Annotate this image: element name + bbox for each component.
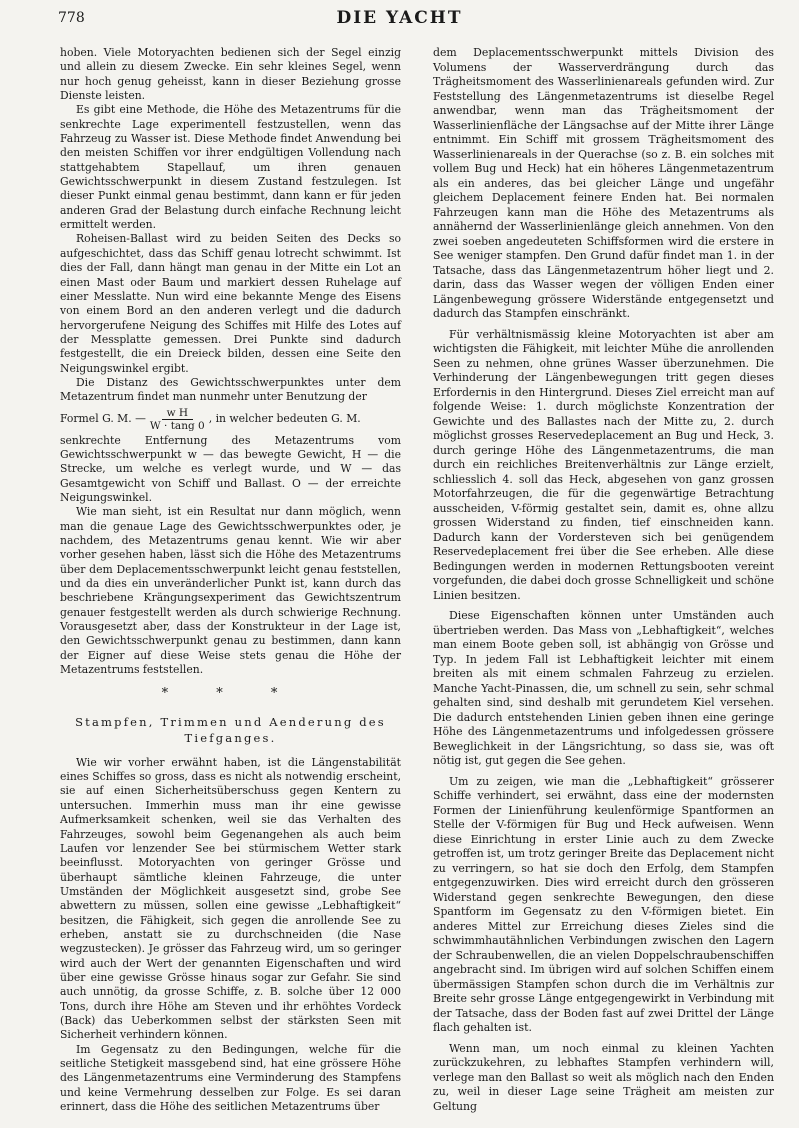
paragraph: hoben. Viele Motoryachten bedienen sich der Segel einzig und allein zu diesem Zwecke. Ein sehr kleines Segel, wenn nur hoch genug geheisst, kann in dieser Beziehung grosse Dienste leisten. — [60, 46, 401, 103]
formula-denominator: W · tang 0 — [149, 419, 205, 432]
paragraph: Für verhältnismässig kleine Motoryachten ist aber am wichtigsten die Fähigkeit, mit leichter Mühe die anrollenden Seen zu nehmen, ohne grünes Wasser überzunehmen. Die Verhinderung der Längenbewegungen tritt gegen dieses Erfordernis in den Hintergrund. Dieses Ziel erreicht man auf folgende Weise: 1. durch möglichste Konzentration der Gewichte und des Ballastes nach der Mitte zu, 2. durch möglichst grosses Reservedeplacement an Bug und Heck, 3. durch geringe Höhe des Längenmetazentrums, die man durch ein reichliches Breitenverhältnis zur Länge erzielt, schliesslich 4. soll das Heck, abgesehen von ganz grossen Motorfahrzeugen, die für die gegenwärtige Betrachtung ausscheiden, V-förmig gestaltet sein, damit es, ohne allzu grossen Widerstand zu finden, tief einschneiden kann. Dadurch kann der Vordersteven sich bei genügendem Reservedeplacement frei über die See erheben. Alle diese Bedingungen werden in modernen Rettungsbooten vereint vorgefunden, die dabei doch grosse Schnelligkeit und schöne Linien besitzen. — [433, 327, 774, 602]
left-column — [60, 46, 401, 1114]
page-header — [0, 6, 799, 32]
paragraph: Um zu zeigen, wie man die „Lebhaftigkeit“ grösserer Schiffe verhindert, sei erwähnt, dass eine der modernsten Formen der Linienführung keulenförmige Spantformen an Stelle der V-förmigen für Bug und Heck aufweisen. Wenn diese Einrichtung in erster Linie auch zu dem Zwecke getroffen ist, um trotz geringer Breite das Deplacement nicht zu verringern, so hat sie doch den Erfolg, dem Stampfen entgegenzuwirken. Dies wird erreicht durch den grösseren Widerstand gegen senkrechte Bewegungen, den diese Spantform im Gegensatz zu den V-förmigen bietet. Ein anderes Mittel zur Erreichung dieses Zieles sind die schwimmhautähnlichen Verbindungen zwischen den Lagern der Schraubenwellen, die an vielen Doppelschraubenschiffen angebracht sind. Im übrigen wird auf solchen Schiffen einem übermässigen Stampfen schon durch die im Verhältnis zur Breite sehr grosse Länge entgegengewirkt in Verbindung mit der Tatsache, dass der Boden fast auf zwei Drittel der Länge flach gehalten ist. — [433, 774, 774, 1034]
paragraph: Diese Eigenschaften können unter Umständen auch übertrieben werden. Das Mass von „Lebhaftigkeit“, welches man einem Boote geben soll, ist abhängig von Grösse und Typ. In jedem Fall ist Lebhaftigkeit leichter mit einem breiten als mit einem schmalen Fahrzeug zu erzielen. Manche Yacht-Pinassen, die, um schnell zu sein, sehr schmal gehalten sind, sind deshalb mit gerundetem Kiel versehen. Die dadurch entstehenden Linien geben ihnen eine geringe Höhe des Längenmetazentrums und infolgedessen grössere Beweglichkeit in der Längsrichtung, so dass sie, was oft nötig ist, gut gegen die See gehen. — [433, 609, 774, 767]
formula-suffix: , in welcher bedeuten G. M. — [208, 411, 361, 425]
paragraph: Wenn man, um noch einmal zu kleinen Yachten zurückzukehren, zu lebhaftes Stampfen verhindern will, verlege man den Ballast so weit als möglich nach den Enden zu, weil in dieser Lage seine Trägheit am meisten zur Geltung — [433, 1041, 774, 1113]
paragraph: Wie man sieht, ist ein Resultat nur dann möglich, wenn man die genaue Lage des Gewichtsschwerpunktes oder, je nachdem, des Metazentrums genau kennt. Wie wir aber vorher gesehen haben, lässt sich die Höhe des Metazentrums über dem Deplacementsschwerpunkt leicht genau feststellen, und da dies ein unveränderlicher Punkt ist, kann durch das beschriebene Krängungsexperiment das Gewichtszentrum genauer festgestellt werden als durch schwierige Rechnung. Vorausgesetzt aber, dass der Konstrukteur in der Lage ist, den Gewichtsschwerpunkt genau zu bestimmen, dann kann der Eigner auf diese Weise stets genau die Höhe der Metazentrums feststellen. — [60, 505, 401, 677]
paragraph: senkrechte Entfernung des Metazentrums vom Gewichtsschwerpunkt w — das bewegte Gewicht, H — die Strecke, um welche es verlegt wurde, und W — das Gesamtgewicht von Schiff und Ballast. O — der erreichte Neigungswinkel. — [60, 433, 401, 504]
formula-numerator: w H — [162, 407, 193, 420]
paragraph: Wie wir vorher erwähnt haben, ist die Längenstabilität eines Schiffes so gross, dass es nicht als notwendig erscheint, sie auf einen Sicherheitsüberschuss gegen Kentern zu untersuchen. Immerhin muss man ihr eine gewisse Aufmerksamkeit schenken, weil sie das Verhalten des Fahrzeuges, sowohl beim Gegenangehen als auch beim Laufen vor lenzender See bei stürmischem Wetter stark beeinflusst. Motoryachten von geringer Grösse und überhaupt sämtliche kleinen Fahrzeuge, die unter Umständen der Möglichkeit ausgesetzt sind, grobe See abwettern zu müssen, sollen eine gewisse „Lebhaftigkeit“ besitzen, die Fähigkeit, sich gegen die anrollende See zu erheben, anstatt sie zu durchschneiden (die Nase wegzustecken). Je grösser das Fahrzeug wird, um so geringer wird auch der Wert der genannten Eigenschaften und wird über eine gewisse Grösse hinaus sogar zur Gefahr. Sie sind auch unnötig, da grosse Schiffe, z. B. solche über 12 000 Tons, durch ihre Höhe am Steven und ihr erhöhtes Vordeck (Back) das Ueberkommen selbst der stärksten Seen mit Sicherheit verhindern können. — [60, 755, 401, 1042]
paragraph: Es gibt eine Methode, die Höhe des Metazentrums für die senkrechte Lage experimentell festzustellen, wenn das Fahrzeug zu Wasser ist. Diese Methode findet Anwendung bei den meisten Schiffen vor ihrer endgültigen Vollendung nach stattgehabtem Stapellauf, um ihren genauen Gewichtsschwerpunkt in diesem Zustand festzulegen. Ist dieser Punkt einmal genau bestimmt, dann kann er für jeden anderen Grad der Belastung durch einfache Rechnung leicht ermittelt werden. — [60, 103, 401, 232]
paragraph: Roheisen-Ballast wird zu beiden Seiten des Decks so aufgeschichtet, dass das Schiff genau lotrecht schwimmt. Ist dies der Fall, dann hängt man genau in der Mitte ein Lot an einen Mast oder Baum und markiert dessen Ruhelage auf einer Messlatte. Nun wird eine bekannte Menge des Eisens von einem Bord an den anderen verlegt und die dadurch hervorgerufene Neigung des Schiffes mit Hilfe des Lotes auf der Messplatte gemessen. Drei Punkte sind dadurch festgestellt, die ein Dreieck bilden, dessen eine Seite den Neigungswinkel ergibt. — [60, 232, 401, 375]
section-separator: * * * — [161, 686, 300, 702]
metacenter-formula — [60, 407, 401, 432]
paragraph: dem Deplacementsschwerpunkt mittels Division des Volumens der Wasserverdrängung durch das Trägheitsmoment des Wasserlinienareals gefunden wird. Zur Feststellung des Längenmetazentrums ist dieselbe Regel anwendbar, wenn man das Trägheitsmoment der Wasserlinienfläche der Längsachse auf der Mitte ihrer Länge entnimmt. Ein Schiff mit grossem Trägheitsmoment des Wasserlinienareals in der Querachse (so z. B. ein solches mit vollem Bug und Heck) hat ein höheres Längenmetazentrum als ein anderes, das bei gleicher Länge und ungefähr gleichem Deplacement feinere Enden hat. Bei normalen Fahrzeugen kann man die Höhe des Metazentrums als annähernd der Wasserlinienlänge gleich annehmen. Von den zwei soeben angedeuteten Schiffsformen wird die erstere in See weniger stampfen. Den Grund dafür findet man 1. in der Tatsache, dass das Längenmetazentrum höher liegt und 2. darin, dass das Wasser wegen der völligen Enden einer Längenbewegung grössere Widerstände entgegensetzt und dadurch das Stampfen einschränkt. — [433, 46, 774, 320]
section-heading: Stampfen, Trimmen und Aenderung des Tiefganges. — [75, 714, 386, 745]
right-column — [433, 46, 774, 1114]
formula-fraction — [150, 407, 205, 432]
formula-prefix: Formel G. M. — — [60, 411, 146, 425]
journal-title: DIE YACHT — [336, 8, 463, 28]
paragraph: Im Gegensatz zu den Bedingungen, welche für die seitliche Stetigkeit massgebend sind, hat eine grössere Höhe des Längenmetazentrums eine Verminderung des Stampfens und keine Vermehrung desselben zur Folge. Es sei daran erinnert, dass die Höhe des seitlichen Metazentrums über — [60, 1042, 401, 1114]
page-number: 778 — [58, 10, 85, 26]
paragraph: Die Distanz des Gewichtsschwerpunktes unter dem Metazentrum findet man nunmehr unter Benutzung der — [60, 375, 401, 404]
